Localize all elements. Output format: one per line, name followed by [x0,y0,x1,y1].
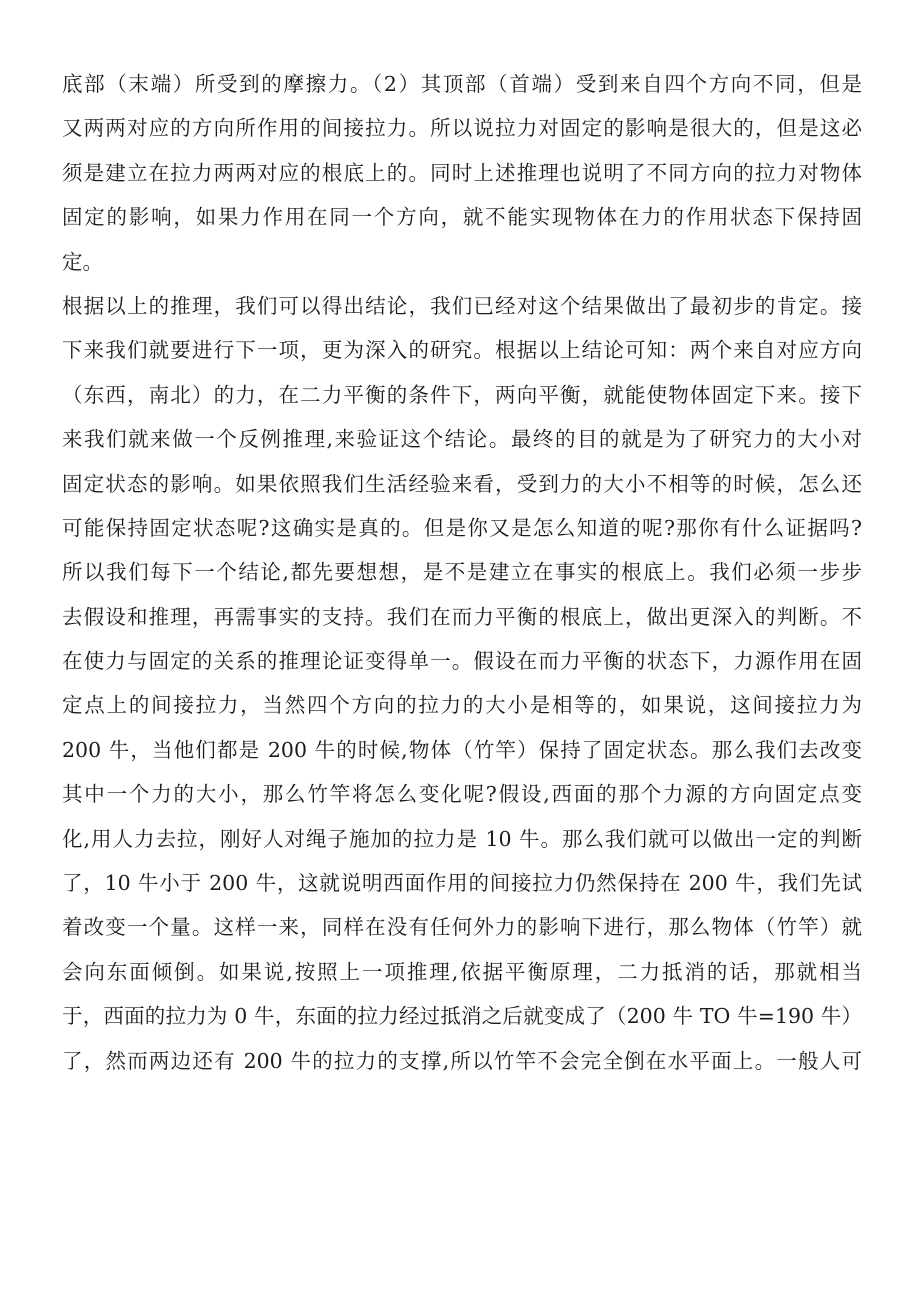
text-line: 会向东面倾倒。如果说,按照上一项推理,依据平衡原理，二力抵消的话，那就相当 [62,959,862,984]
text-line: 化,用人力去拉，刚好人对绳子施加的拉力是 10 牛。那么我们就可以做出一定的判断 [62,826,862,851]
text-line: 下来我们就要进行下一项，更为深入的研究。根据以上结论可知：两个来自对应方向 [62,338,862,363]
text-line: 所以我们每下一个结论,都先要想想，是不是建立在事实的根底上。我们必须一步步 [62,560,862,585]
text-line: 可能保持固定状态呢?这确实是真的。但是你又是怎么知道的呢?那你有什么证据吗? [62,515,862,540]
text-line: 固定的影响，如果力作用在同一个方向，就不能实现物体在力的作用状态下保持固 [62,205,862,230]
text-line: 了，然而两边还有 200 牛的拉力的支撑,所以竹竿不会完全倒在水平面上。一般人可 [62,1048,862,1073]
text-line: 根据以上的推理，我们可以得出结论，我们已经对这个结果做出了最初步的肯定。接 [62,293,862,318]
text-line: 了，10 牛小于 200 牛，这就说明西面作用的间接拉力仍然保持在 200 牛，我们先试 [62,871,862,896]
text-line: 200 牛，当他们都是 200 牛的时候,物体（竹竿）保持了固定状态。那么我们去改变 [62,737,862,762]
text-line: 着改变一个量。这样一来，同样在没有任何外力的影响下进行，那么物体（竹竿）就 [62,915,862,940]
text-line: 须是建立在拉力两两对应的根底上的。同时上述推理也说明了不同方向的拉力对物体 [62,160,862,185]
text-line: 去假设和推理，再需事实的支持。我们在而力平衡的根底上，做出更深入的判断。不 [62,604,862,629]
text-line: 底部（末端）所受到的摩擦力。（2）其顶部（首端）受到来自四个方向不同，但是 [62,72,862,96]
text-line: 固定状态的影响。如果依照我们生活经验来看，受到力的大小不相等的时候，怎么还 [62,471,862,496]
text-line: （东西，南北）的力，在二力平衡的条件下，两向平衡，就能使物体固定下来。接下 [62,382,862,407]
text-line: 在使力与固定的关系的推理论证变得单一。假设在而力平衡的状态下，力源作用在固 [62,649,862,674]
text-line: 其中一个力的大小，那么竹竿将怎么变化呢?假设,西面的那个力源的方向固定点变 [62,782,862,807]
text-line: 又两两对应的方向所作用的间接拉力。所以说拉力对固定的影响是很大的，但是这必 [62,116,862,141]
text-line: 定。 [62,249,103,274]
text-line: 于，西面的拉力为 0 牛，东面的拉力经过抵消之后就变成了（200 牛 TO 牛=190 牛） [62,1004,862,1029]
text-line: 定点上的间接拉力，当然四个方向的拉力的大小是相等的，如果说，这间接拉力为 [62,693,862,718]
text-line: 来我们就来做一个反例推理,来验证这个结论。最终的目的就是为了研究力的大小对 [62,427,862,452]
document-page [62,62,862,1083]
